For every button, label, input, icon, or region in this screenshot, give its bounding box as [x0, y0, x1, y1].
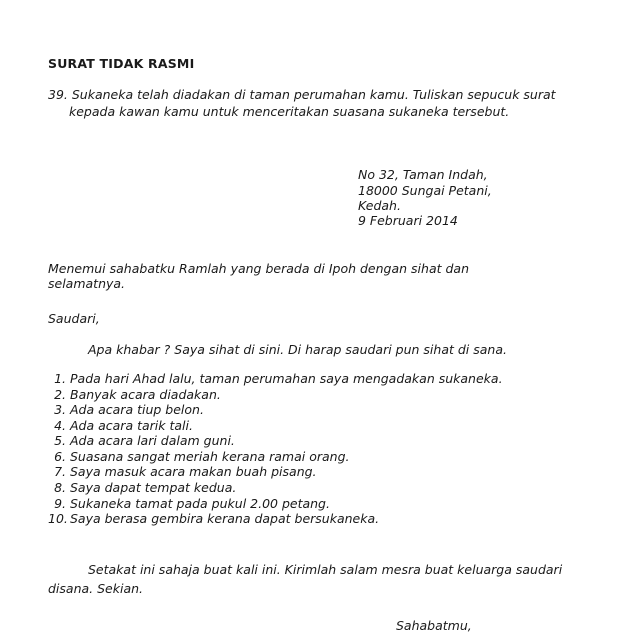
list-item: [48, 449, 350, 465]
list-item-number: 4.: [54, 418, 66, 433]
page-heading: SURAT TIDAK RASMI: [48, 56, 195, 71]
letter-date: 9 Februari 2014: [358, 213, 458, 228]
list-item-text: Saya berasa gembira kerana dapat bersukaneka.: [70, 511, 380, 526]
list-item-text: Ada acara lari dalam guni.: [70, 433, 235, 448]
list-item-number: 8.: [54, 480, 66, 495]
list-item: [48, 433, 235, 449]
list-item-text: Ada acara tiup belon.: [70, 402, 204, 417]
list-item: [48, 418, 193, 434]
salutation: Saudari,: [48, 311, 100, 326]
closing-line-2: disana. Sekian.: [48, 581, 144, 596]
list-item: [48, 480, 236, 496]
list-item-number: 5.: [54, 433, 66, 448]
list-item: [48, 371, 503, 387]
closing-line-1: Setakat ini sahaja buat kali ini. Kirimlah salam mesra buat keluarga saudari: [88, 562, 563, 577]
address-line-2: 18000 Sungai Petani,: [358, 183, 492, 198]
list-item-number: 10.: [48, 511, 68, 526]
list-item-number: 1.: [54, 371, 66, 386]
list-item-text: Pada hari Ahad lalu, taman perumahan saya mengadakan sukaneka.: [70, 371, 503, 386]
question-line-2: kepada kawan kamu untuk menceritakan suasana sukaneka tersebut.: [69, 104, 510, 119]
list-item-text: Ada acara tarik tali.: [70, 418, 193, 433]
list-item-text: Suasana sangat meriah kerana ramai orang.: [70, 449, 350, 464]
opening-sentence: Apa khabar ? Saya sihat di sini. Di harap saudari pun sihat di sana.: [88, 342, 507, 357]
address-line-1: No 32, Taman Indah,: [358, 167, 488, 182]
list-item-number: 3.: [54, 402, 66, 417]
list-item: [48, 511, 379, 527]
address-line-3: Kedah.: [358, 198, 401, 213]
greeting-line-1: Menemui sahabatku Ramlah yang berada di Ipoh dengan sihat dan: [48, 261, 469, 276]
list-item: [48, 402, 204, 418]
list-item-number: 6.: [54, 449, 66, 464]
greeting-line-2: selamatnya.: [48, 276, 126, 291]
list-item-text: Sukaneka tamat pada pukul 2.00 petang.: [70, 496, 330, 511]
list-item-number: 7.: [54, 464, 66, 479]
list-item-text: Banyak acara diadakan.: [70, 387, 221, 402]
list-item-number: 9.: [54, 496, 66, 511]
list-item-text: Saya masuk acara makan buah pisang.: [70, 464, 317, 479]
list-item-number: 2.: [54, 387, 66, 402]
list-item: [48, 496, 330, 512]
signoff: Sahabatmu,: [396, 618, 472, 633]
question-line-1: 39. Sukaneka telah diadakan di taman perumahan kamu. Tuliskan sepucuk surat: [48, 87, 556, 102]
list-item-text: Saya dapat tempat kedua.: [70, 480, 237, 495]
list-item: [48, 387, 221, 403]
list-item: [48, 464, 317, 480]
